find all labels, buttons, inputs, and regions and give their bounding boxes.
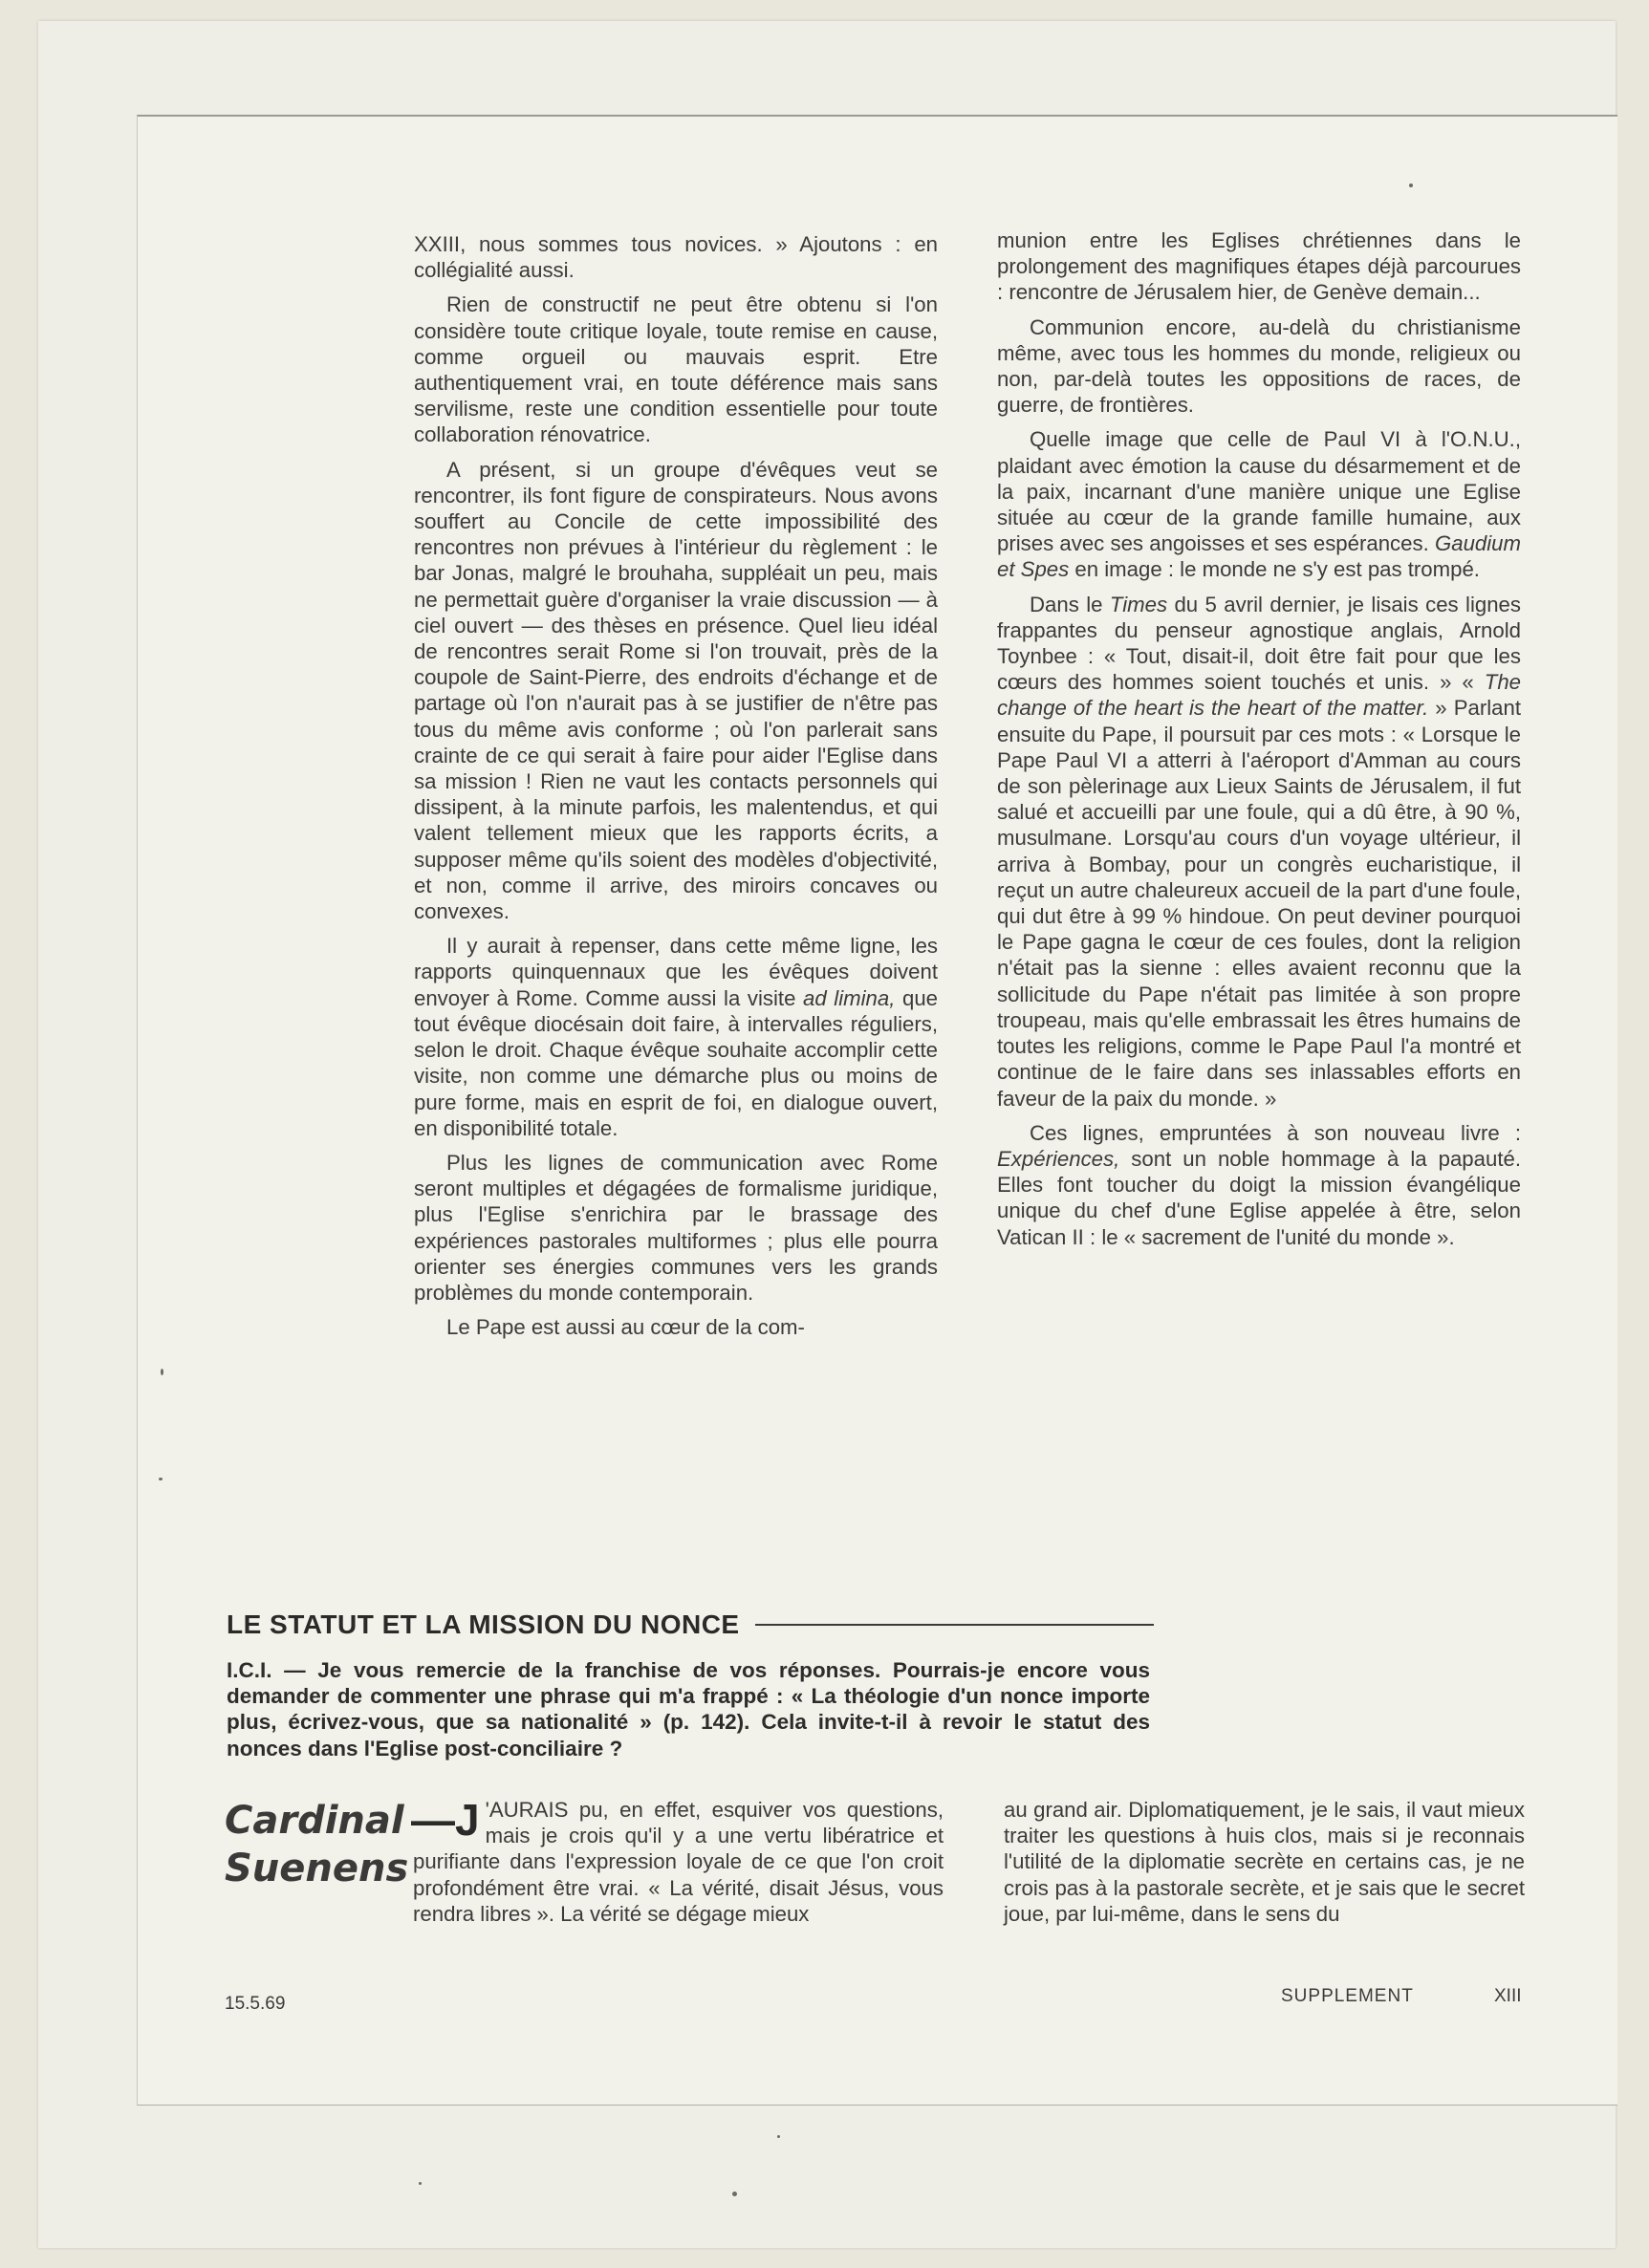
paragraph: munion entre les Eglises chrétiennes dans le prolongement des magnifiques étapes déjà parcourues : rencontre de Jérusalem hier, de Genève demain... [997, 228, 1521, 305]
paragraph [997, 426, 1521, 582]
section-header [227, 1608, 1154, 1642]
speaker-name-line: Suenens [225, 1847, 409, 1890]
text-run: sont un noble hommage à la papauté. Elles font toucher du doigt la mission évangélique unique du chef d'une Eglise appelée à être, selon Vatican II : le « sacrement de l'unité du monde ». [997, 1146, 1521, 1249]
paragraph: Communion encore, au-delà du christianisme même, avec tous les hommes du monde, religieux ou non, par-delà toutes les oppositions de races, de guerre, de frontières. [997, 314, 1521, 418]
speaker-name [225, 1797, 430, 1892]
text-run: du 5 avril dernier, je lisais ces lignes frappantes du penseur agnostique anglais, Arnold Toynbee : « Tout, disait-il, doit être fait pour que les cœurs des hommes soient touchés et unis. » « [997, 592, 1521, 695]
paragraph: A présent, si un groupe d'évêques veut se rencontrer, ils font figure de conspirateurs. Nous avons souffert au Concile de cette impossibilité des rencontres non prévues à l'intérieur du règlement : le bar Jonas, malgré le brouhaha, suppléait un peu, mais ne permettait guère d'organiser la vraie discussion — à ciel ouvert — des thèses en présence. Quel lieu idéal de rencontres serait Rome si l'on trouvait, près de la coupole de Saint-Pierre, des endroits d'échange et de partage où l'on n'aurait pas à se justifier de n'être pas tous du même avis conforme ; où l'on parlerait sans crainte de ce qui serait à faire pour aider l'Eglise dans sa mission ! Rien ne vaut les contacts personnels qui dissipent, à la minute parfois, les malentendus, et qui valent tellement mieux que les rapports écrits, a supposer même qu'ils soient des modèles d'objectivité, et non, comme il arrive, des miroirs concaves ou convexes. [414, 457, 938, 924]
speaker-name-line: Cardinal [225, 1799, 404, 1843]
text-run: Ces lignes, empruntées à son nouveau livre : [1030, 1120, 1521, 1145]
paper-speck [161, 1369, 163, 1375]
text-run: Il y aurait à repenser, dans cette même ligne, les rapports quinquennaux que les évêques doivent envoyer à Rome. Comme aussi la visite [414, 934, 938, 1010]
italic-text: Gaudium et Spes [997, 531, 1521, 582]
paragraph [997, 1120, 1521, 1250]
text-run: en image : le monde ne s'y est pas trompé. [1069, 557, 1480, 582]
section-title: LE STATUT ET LA MISSION DU NONCE [227, 1609, 740, 1639]
text-run: que tout évêque diocésain doit faire, à intervalles réguliers, selon le droit. Chaque évêque souhaite accomplir cette visite, non comme une démarche plus ou moins de pure forme, mais en esprit de foi, en dialogue ouvert, en disponibilité totale. [414, 985, 938, 1140]
text-run: » Parlant ensuite du Pape, il poursuit par ces mots : « Lorsque le Pape Paul VI a atterri à l'aéroport d'Amman au cours de son pèlerinage aux Lieux Saints de Jérusalem, il fut salué et accueilli par une foule, qui a dû être, à 90 %, musulmane. Lorsqu'au cours d'un voyage ultérieur, il arriva à Bombay, pour un congrès eucharistique, il reçut un autre chaleureux accueil de la part d'une foule, qui dut être à 99 % hindoue. On peut deviner pourquoi le Pape gagna le cœur de ces foules, dont la religion n'était pas la sienne : elles avaient reconnu que la sollicitude du Pape n'était pas limitée à son propre troupeau, mais qu'elle embrassait les êtres humains de toutes les religions, comme le Pape Paul l'a montré et continue de le faire dans ses inlassables efforts en faveur de la paix du monde. » [997, 696, 1522, 1111]
italic-text: Expériences, [997, 1146, 1120, 1171]
paper-speck [419, 2182, 422, 2185]
paragraph: XXIII, nous sommes tous novices. » Ajoutons : en collégialité aussi. [414, 232, 938, 283]
section-rule [755, 1624, 1154, 1626]
answer-left-column [413, 1797, 944, 1927]
footer-supplement: SUPPLEMENT [1281, 1986, 1414, 2006]
text-run: Dans le [1030, 592, 1110, 616]
paper-speck [1409, 184, 1413, 187]
interview-question: I.C.I. — Je vous remercie de la franchise de vos réponses. Pourrais-je encore vous demander de commenter une phrase qui m'a frappé : « La théologie d'un nonce importe plus, écrivez-vous, que sa nationalité » (p. 142). Cela invite-t-il à revoir le statut des nonces dans l'Eglise post-conciliaire ? [227, 1658, 1150, 1760]
paper-speck [732, 2192, 737, 2196]
text-run: Quelle image que celle de Paul VI à l'O.N.U., plaidant avec émotion la cause du désarmement et de la paix, incarnant d'une manière unique une Eglise située au cœur de la grande famille humaine, aux prises avec ses angoisses et ses espérances. [997, 427, 1521, 556]
italic-text: Times [1109, 592, 1168, 616]
paper-speck [777, 2135, 780, 2138]
italic-text: ad limina, [803, 985, 896, 1010]
paragraph [997, 592, 1521, 1112]
left-text-column [414, 231, 938, 1349]
footer-date: 15.5.69 [225, 1994, 286, 2014]
paragraph [414, 933, 938, 1141]
page-number: XIII [1494, 1986, 1522, 2006]
paragraph: Le Pape est aussi au cœur de la com- [446, 1315, 805, 1340]
answer-text: 'AURAIS pu, en effet, esquiver vos questions, mais je crois qu'il y a une vertu libératrice et purifiante dans l'expression loyale de ce que l'on croit profondément être vrai. « La vérité, disait Jésus, vous rendra libres ». La vérité se dégage mieux [413, 1798, 944, 1926]
italic-text: The change of the heart is the heart of the matter. [997, 670, 1521, 721]
paragraph: Rien de constructif ne peut être obtenu si l'on considère toute critique loyale, toute remise en cause, comme orgueil ou mauvais esprit. Etre authentiquement vrai, en toute déférence mais sans servilisme, reste une condition essentielle pour toute collaboration rénovatrice. [414, 292, 938, 447]
right-text-column [997, 227, 1521, 1259]
paragraph: Plus les lignes de communication avec Rome seront multiples et dégagées de formalisme juridique, plus l'Eglise s'enrichira par le brassage des expériences pastorales multiformes ; plus elle pourra orienter ses énergies communes vers les grands problèmes du monde contemporain. [414, 1150, 938, 1305]
drop-cap: —J [411, 1795, 480, 1845]
paper-speck [159, 1478, 163, 1480]
answer-right-column: au grand air. Diplomatiquement, je le sais, il vaut mieux traiter les questions à huis clos, mais si je reconnais l'utilité de la diplomatie secrète en certains cas, je ne crois pas à la pastorale secrète, et je sais que le secret joue, par lui-même, dans le sens du [1004, 1798, 1525, 1926]
